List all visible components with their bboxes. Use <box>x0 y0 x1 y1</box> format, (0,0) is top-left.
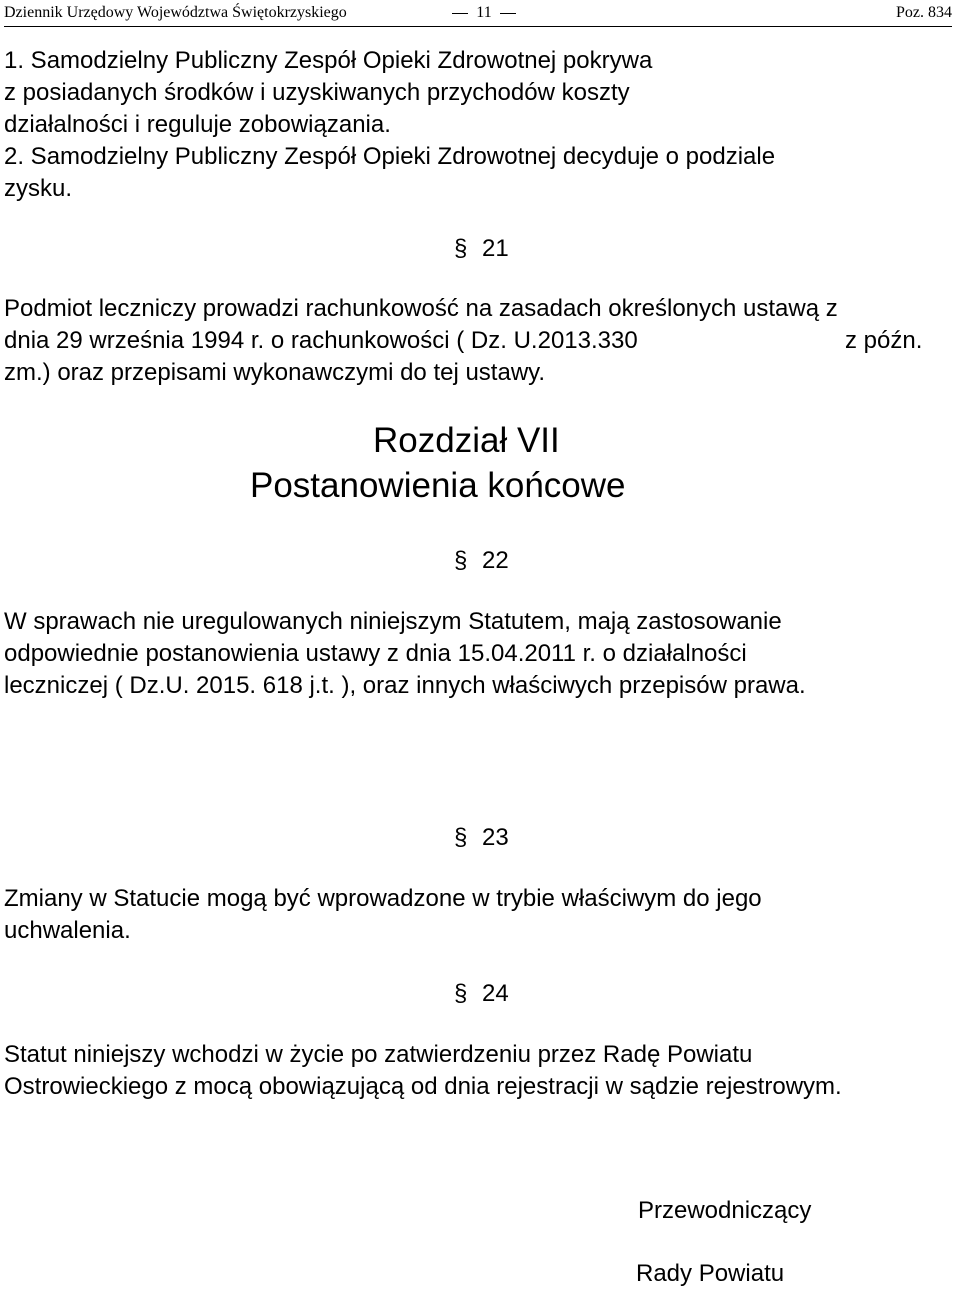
s22-line1: W sprawach nie uregulowanych niniejszym Statutem, mają zastosowanie <box>4 608 782 635</box>
section-number: 24 <box>482 980 509 1007</box>
s22-line2: odpowiednie postanowienia ustawy z dnia 15.04.2011 r. o działalności <box>4 640 747 667</box>
s21-line2a: dnia 29 września 1994 r. o rachunkowości ( Dz. U.2013.330 <box>4 327 638 354</box>
s23-line1: Zmiany w Statucie mogą być wprowadzone w trybie właściwym do jego <box>4 885 762 912</box>
section-21-heading <box>454 233 509 264</box>
section-mark: § <box>454 824 468 851</box>
section-24-heading <box>454 978 509 1009</box>
section-number: 22 <box>482 547 509 574</box>
chapter-subtitle: Postanowienia końcowe <box>250 466 626 505</box>
s24-line1: Statut niniejszy wchodzi w życie po zatwierdzeniu przez Radę Powiatu <box>4 1041 753 1068</box>
page-number-text: 11 <box>476 4 492 21</box>
section-number: 23 <box>482 824 509 851</box>
s24-line2: Ostrowieckiego z mocą obowiązującą od dnia rejestracji w sądzie rejestrowym. <box>4 1073 842 1100</box>
s20-item1-line2: z posiadanych środków i uzyskiwanych przychodów koszty <box>4 79 630 106</box>
s22-line3: leczniczej ( Dz.U. 2015. 618 j.t. ), oraz innych właściwych przepisów prawa. <box>4 672 806 699</box>
signature-body: Rady Powiatu <box>636 1260 785 1287</box>
page-header <box>4 2 952 27</box>
page-number <box>434 2 534 24</box>
section-mark: § <box>454 547 468 574</box>
signature-title: Przewodniczący <box>638 1197 812 1224</box>
section-22-heading <box>454 545 509 576</box>
s23-line2: uchwalenia. <box>4 917 131 944</box>
section-number: 21 <box>482 235 509 262</box>
s21-line3: zm.) oraz przepisami wykonawczymi do tej ustawy. <box>4 359 546 386</box>
s20-item2-line2: zysku. <box>4 175 73 202</box>
journal-title: Dziennik Urzędowy Województwa Świętokrzyskiego <box>4 4 347 21</box>
chapter-title: Rozdział VII <box>373 421 560 460</box>
position-number: Poz. 834 <box>896 4 952 21</box>
section-mark: § <box>454 980 468 1007</box>
section-23-heading <box>454 822 509 853</box>
s21-line1: Podmiot leczniczy prowadzi rachunkowość na zasadach określonych ustawą z <box>4 295 838 322</box>
s20-item1-line1: 1. Samodzielny Publiczny Zespół Opieki Zdrowotnej pokrywa <box>4 47 653 74</box>
section-mark: § <box>454 235 468 262</box>
s20-item1-line3: działalności i reguluje zobowiązania. <box>4 111 391 138</box>
s20-item2-line1: 2. Samodzielny Publiczny Zespół Opieki Zdrowotnej decyduje o podziale <box>4 143 776 170</box>
s21-line2b: z późn. <box>845 327 923 354</box>
